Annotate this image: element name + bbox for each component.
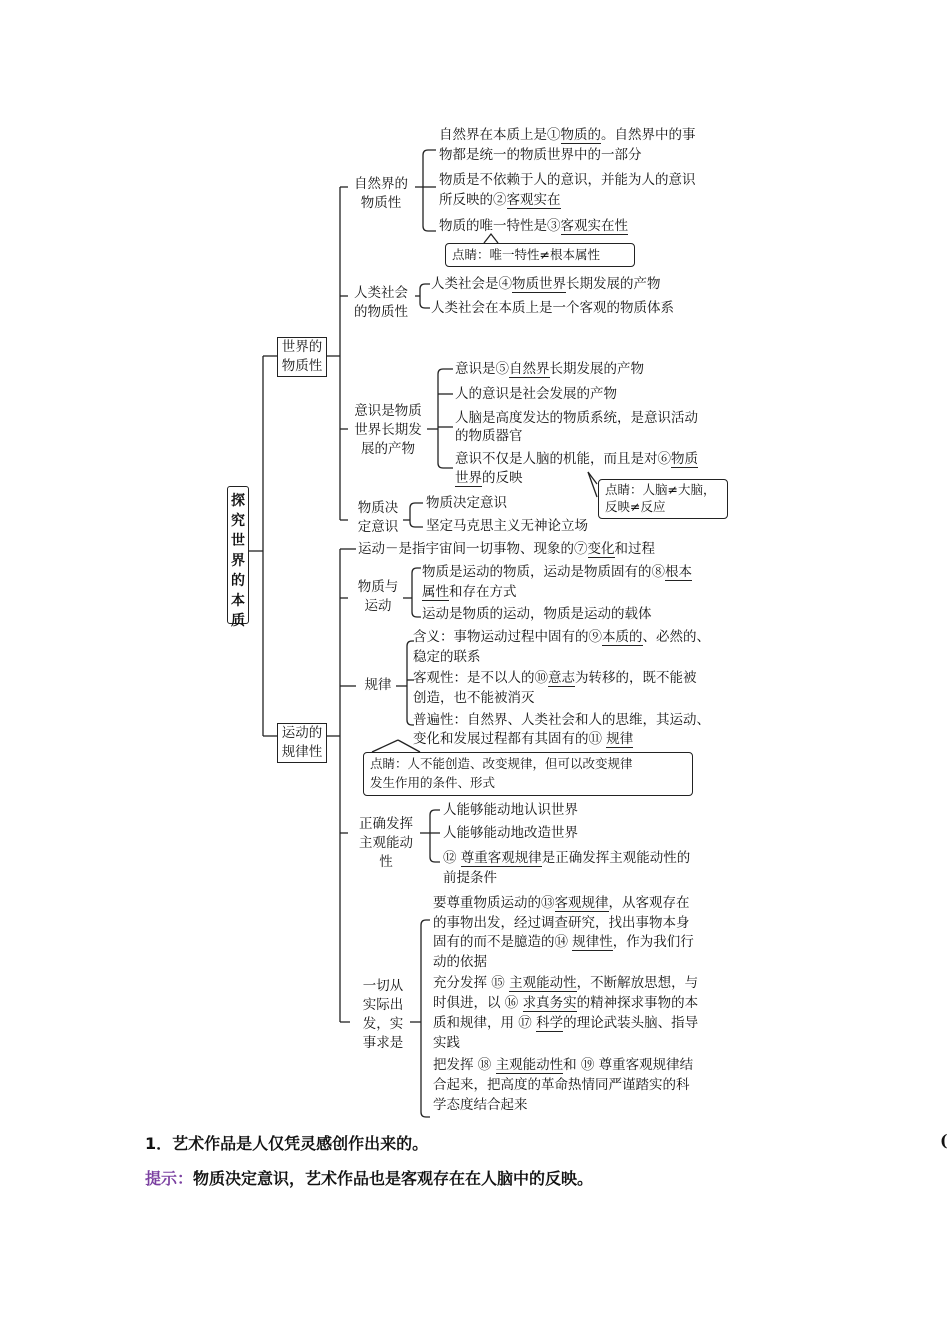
text-line: 人的意识是社会发展的产物 [455, 386, 617, 402]
text-line: 学态度结合起来 [433, 1097, 528, 1113]
note-key-point: 点睛：唯一特性≠根本属性 [445, 243, 635, 267]
note-key-point: 点睛：人脑≠大脑， 反映≠反应 [598, 479, 728, 519]
text-line: 属性和存在方式 [422, 584, 517, 600]
text-line: 充分发挥 ⑮ 主观能动性，不断解放思想，与 [433, 975, 699, 991]
text-line: 人类社会是④物质世界长期发展的产物 [431, 276, 661, 292]
text-line: 物质是不依赖于人的意识，并能为人的意识 [439, 172, 696, 188]
text-line: 人能够能动地改造世界 [443, 825, 578, 841]
text-line: 人类社会在本质上是一个客观的物质体系 [431, 300, 674, 316]
text-line: 普遍性：自然界、人类社会和人的思维，其运动、 [413, 712, 710, 728]
text-line: 时俱进，以 ⑯ 求真务实的精神探求事物的本 [433, 995, 699, 1011]
text-line: 创造，也不能被消灭 [413, 690, 535, 706]
text-line: 变化和发展过程都有其固有的⑪ 规律 [413, 731, 634, 747]
text-line: 固有的而不是臆造的⑭ 规律性，作为我们行 [433, 934, 694, 950]
sub-matter-determines: 物质决定意识 [357, 500, 399, 535]
text-line: 运动－是指宇宙间一切事物、现象的⑦变化和过程 [358, 541, 655, 557]
text-line: 含义：事物运动过程中固有的⑨本质的、必然的、 [413, 629, 710, 645]
answer-paren: ( [940, 1131, 948, 1150]
sub-subjective-initiative: 正确发挥主观能动性 [359, 816, 413, 870]
text-line: 意识不仅是人脑的机能，而且是对⑥物质 [455, 451, 698, 467]
sub-society-materiality: 人类社会的物质性 [354, 285, 408, 320]
text-line: 的物质器官 [455, 428, 523, 444]
text-line: 自然界在本质上是①物质的。自然界中的事 [439, 127, 696, 143]
text-line: 运动是物质的运动，物质是运动的载体 [422, 606, 652, 622]
text-line: 物质的唯一特性是③客观实在性 [439, 218, 628, 234]
text-line: 质和规律，用 ⑰ 科学的理论武装头脑、指导 [433, 1015, 699, 1031]
text-line: 的事物出发，经过调查研究，找出事物本身 [433, 915, 690, 931]
text-line: ⑫ 尊重客观规律是正确发挥主观能动性的 [443, 850, 691, 866]
text-line: 物都是统一的物质世界中的一部分 [439, 147, 642, 163]
text-line: 物质是运动的物质，运动是物质固有的⑧根本 [422, 564, 692, 580]
text-line: 合起来，把高度的革命热情同严谨踏实的科 [433, 1077, 690, 1093]
text-line: 世界的反映 [455, 470, 523, 486]
text-line: 稳定的联系 [413, 649, 481, 665]
text-line: 动的依据 [433, 954, 487, 970]
hint-line [145, 1166, 593, 1189]
hint-label: 提示： [145, 1169, 194, 1188]
text-line: 把发挥 ⑱ 主观能动性和 ⑲ 尊重客观规律结 [433, 1057, 694, 1073]
text-line: 物质决定意识 [426, 495, 507, 511]
text-line: 人能够能动地认识世界 [443, 802, 578, 818]
text-line: 实践 [433, 1035, 460, 1051]
text-line: 客观性：是不以人的⑩意志为转移的，既不能被 [413, 670, 697, 686]
text-line: 人脑是高度发达的物质系统，是意识活动 [455, 410, 698, 426]
question-1: 1．艺术作品是人仅凭灵感创作出来的。 [145, 1134, 429, 1153]
sub-law: 规律 [364, 677, 392, 693]
text-line: 所反映的②客观实在 [439, 192, 561, 208]
sub-nature-materiality: 自然界的物质性 [354, 176, 408, 211]
text-line: 前提条件 [443, 870, 497, 886]
hint-text: 物质决定意识，艺术作品也是客观存在在人脑中的反映。 [193, 1169, 594, 1188]
sub-seek-truth: 一切从实际出发，实事求是 [362, 978, 404, 1051]
sub-matter-motion: 物质与运动 [357, 579, 399, 614]
branch-motion-regularity: 运动的规律性 [277, 723, 327, 763]
root-topic: 探究世界的本质 [227, 486, 249, 624]
note-key-point: 点睛：人不能创造、改变规律，但可以改变规律 发生作用的条件、形式 [363, 752, 693, 796]
text-line: 意识是⑤自然界长期发展的产物 [455, 361, 644, 377]
text-line: 坚定马克思主义无神论立场 [426, 518, 588, 534]
sub-consciousness-product: 意识是物质世界长期发展的产物 [354, 403, 422, 457]
branch-world-materiality: 世界的物质性 [277, 337, 327, 377]
text-line: 要尊重物质运动的⑬客观规律，从客观存在 [433, 895, 690, 911]
